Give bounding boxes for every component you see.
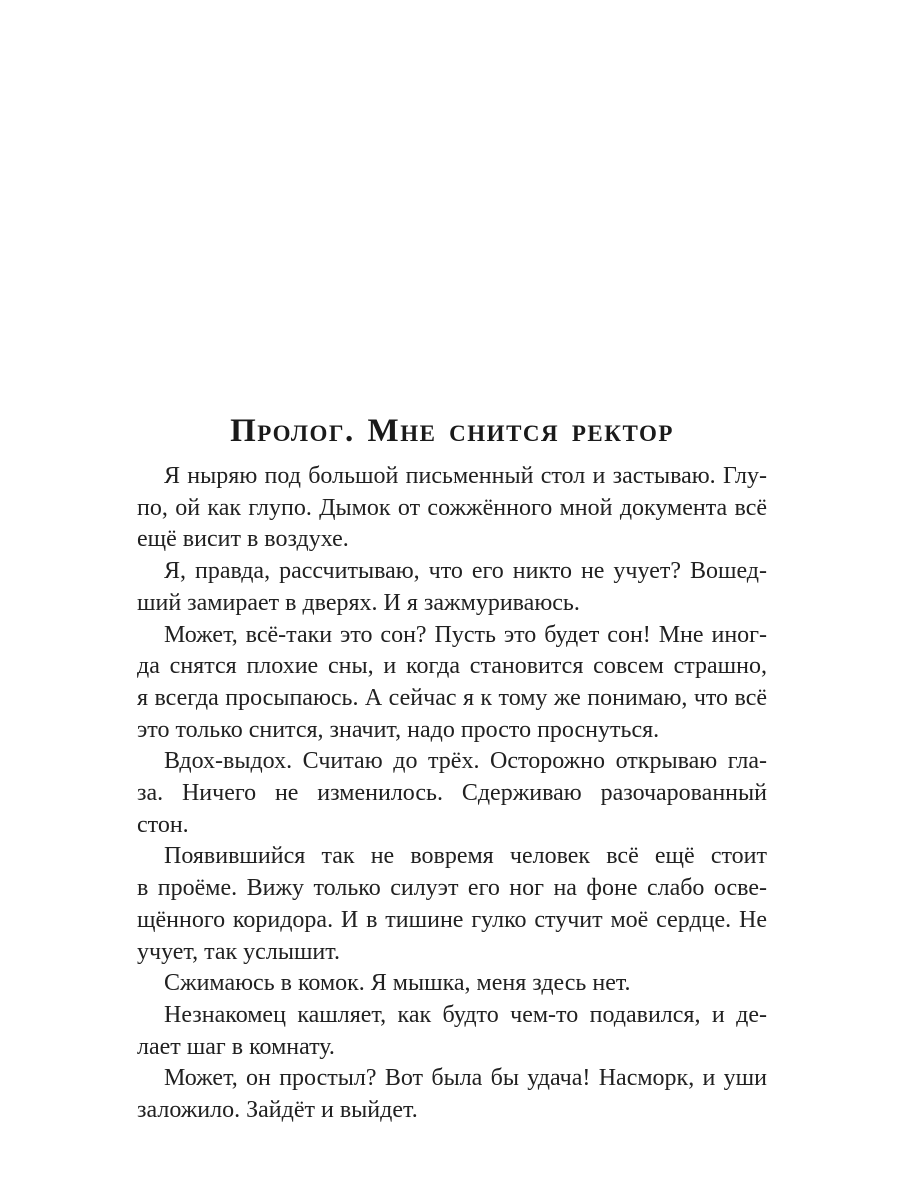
text-line: Может, всё-таки это сон? Пусть это будет сон! Мне иног- <box>164 621 767 648</box>
text-line: лает шаг в комнату. <box>137 1033 335 1060</box>
text-line: Может, он простыл? Вот была бы удача! Насморк, и уши <box>164 1065 767 1092</box>
paragraph <box>137 620 767 747</box>
text-line: ший замирает в дверях. И я зажмуриваюсь. <box>137 589 580 616</box>
paragraph <box>137 746 767 841</box>
chapter-title: Пролог. Мне снится ректор <box>230 413 674 449</box>
text-line: Я ныряю под большой письменный стол и застываю. Глу- <box>164 463 767 489</box>
text-line: это только снится, значит, надо просто проснуться. <box>137 716 660 743</box>
body-text <box>137 461 767 1127</box>
text-line: учует, так услышит. <box>137 938 340 965</box>
paragraph <box>137 968 767 1000</box>
text-line: в проёме. Вижу только силуэт его ног на фоне слабо осве- <box>137 875 767 902</box>
text-line: ещё висит в воздухе. <box>137 526 349 553</box>
text-line: заложило. Зайдёт и выйдет. <box>137 1097 418 1124</box>
text-line: Появившийся так не вовремя человек всё ещё стоит <box>164 843 767 870</box>
text-line: Вдох-выдох. Считаю до трёх. Осторожно открываю гла- <box>164 748 767 775</box>
paragraph <box>137 556 767 619</box>
text-line: Я, правда, рассчитываю, что его никто не учует? Вошед- <box>164 558 767 585</box>
paragraph <box>137 1063 767 1126</box>
text-line: за. Ничего не изменилось. Сдерживаю разочарованный <box>137 780 767 807</box>
text-line: по, ой как глупо. Дымок от сожжённого мной документа всё <box>137 494 767 521</box>
text-line: стон. <box>137 811 189 838</box>
text-line: Незнакомец кашляет, как будто чем-то подавился, и де- <box>164 1001 767 1028</box>
paragraph <box>137 841 767 968</box>
text-line: да снятся плохие сны, и когда становится совсем страшно, <box>137 653 767 680</box>
text-line: щённого коридора. И в тишине гулко стучит моё сердце. Не <box>137 906 767 933</box>
text-line: я всегда просыпаюсь. А сейчас я к тому же понимаю, что всё <box>137 684 767 711</box>
text-line: Сжимаюсь в комок. Я мышка, меня здесь нет. <box>164 970 631 997</box>
paragraph <box>137 1000 767 1063</box>
paragraph <box>137 461 767 556</box>
